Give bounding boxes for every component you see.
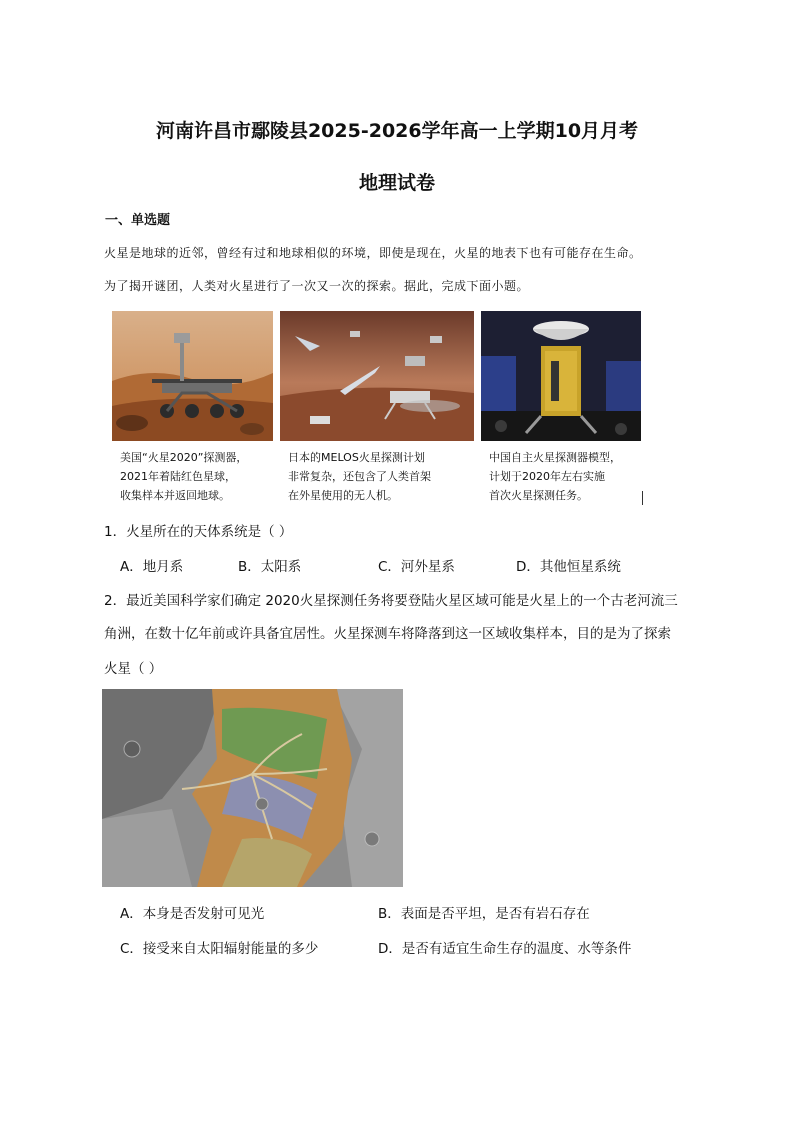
figure-caption [489, 448, 637, 505]
caption-line: 收集样本并返回地球。 [120, 489, 230, 502]
mars-rover-image [112, 311, 273, 441]
question-2-option-b[interactable]: B．表面是否平坦，是否有岩石存在 [378, 906, 590, 922]
caption-line: 日本的MELOS火星探测计划 [288, 451, 425, 464]
caption-line: 非常复杂，还包含了人类首架 [288, 470, 431, 483]
figure-panel-melos [280, 311, 474, 508]
question-1-option-b[interactable]: B．太阳系 [238, 559, 302, 575]
exam-title: 河南许昌市鄢陵县2025-2026学年高一上学期10月月考 [155, 120, 639, 142]
question-2-stem-line: 2．最近美国科学家们确定 2020火星探测任务将要登陆火星区域可能是火星上的一个古老河流三 [104, 593, 678, 609]
question-2-stem-line: 角洲，在数十亿年前或许具备宜居性。火星探测车将降落到这一区域收集样本，目的是为了探索 [104, 626, 671, 642]
caption-line: 美国“火星2020”探测器， [120, 451, 248, 464]
figure-caption [120, 448, 269, 505]
question-2-stem-line: 火星（ ） [104, 661, 163, 677]
intro-paragraph-line: 火星是地球的近邻，曾经有过和地球相似的环境，即使是现在，火星的地表下也有可能存在生命。 [104, 246, 642, 260]
section-heading: 一、单选题 [105, 213, 171, 228]
caption-line: 在外星使用的无人机。 [288, 489, 398, 502]
question-2-option-c[interactable]: C．接受来自太阳辐射能量的多少 [120, 941, 319, 957]
probe-model-image [481, 311, 641, 441]
question-1-option-a[interactable]: A．地月系 [120, 559, 184, 575]
mars-delta-image [102, 689, 403, 887]
figure-panel-china-probe [481, 311, 641, 508]
caption-line: 计划于2020年左右实施 [489, 470, 605, 483]
caption-line: 2021年着陆红色星球， [120, 470, 236, 483]
intro-paragraph-line: 为了揭开谜团，人类对火星进行了一次又一次的探索。据此，完成下面小题。 [104, 279, 530, 293]
question-1-option-c[interactable]: C．河外星系 [378, 559, 455, 575]
question-2-option-a[interactable]: A．本身是否发射可见光 [120, 906, 265, 922]
question-2-option-d[interactable]: D．是否有适宜生命生存的温度、水等条件 [378, 941, 632, 957]
mars-drone-image [280, 311, 474, 441]
exam-subject: 地理试卷 [358, 172, 435, 194]
question-1-stem: 1．火星所在的天体系统是（ ） [104, 524, 293, 540]
figure-caption [288, 448, 470, 505]
text-cursor-mark [642, 491, 643, 505]
caption-line: 中国自主火星探测器模型， [489, 451, 621, 464]
caption-line: 首次火星探测任务。 [489, 489, 588, 502]
figure-panel-rover [112, 311, 273, 508]
question-1-option-d[interactable]: D．其他恒星系统 [516, 559, 621, 575]
